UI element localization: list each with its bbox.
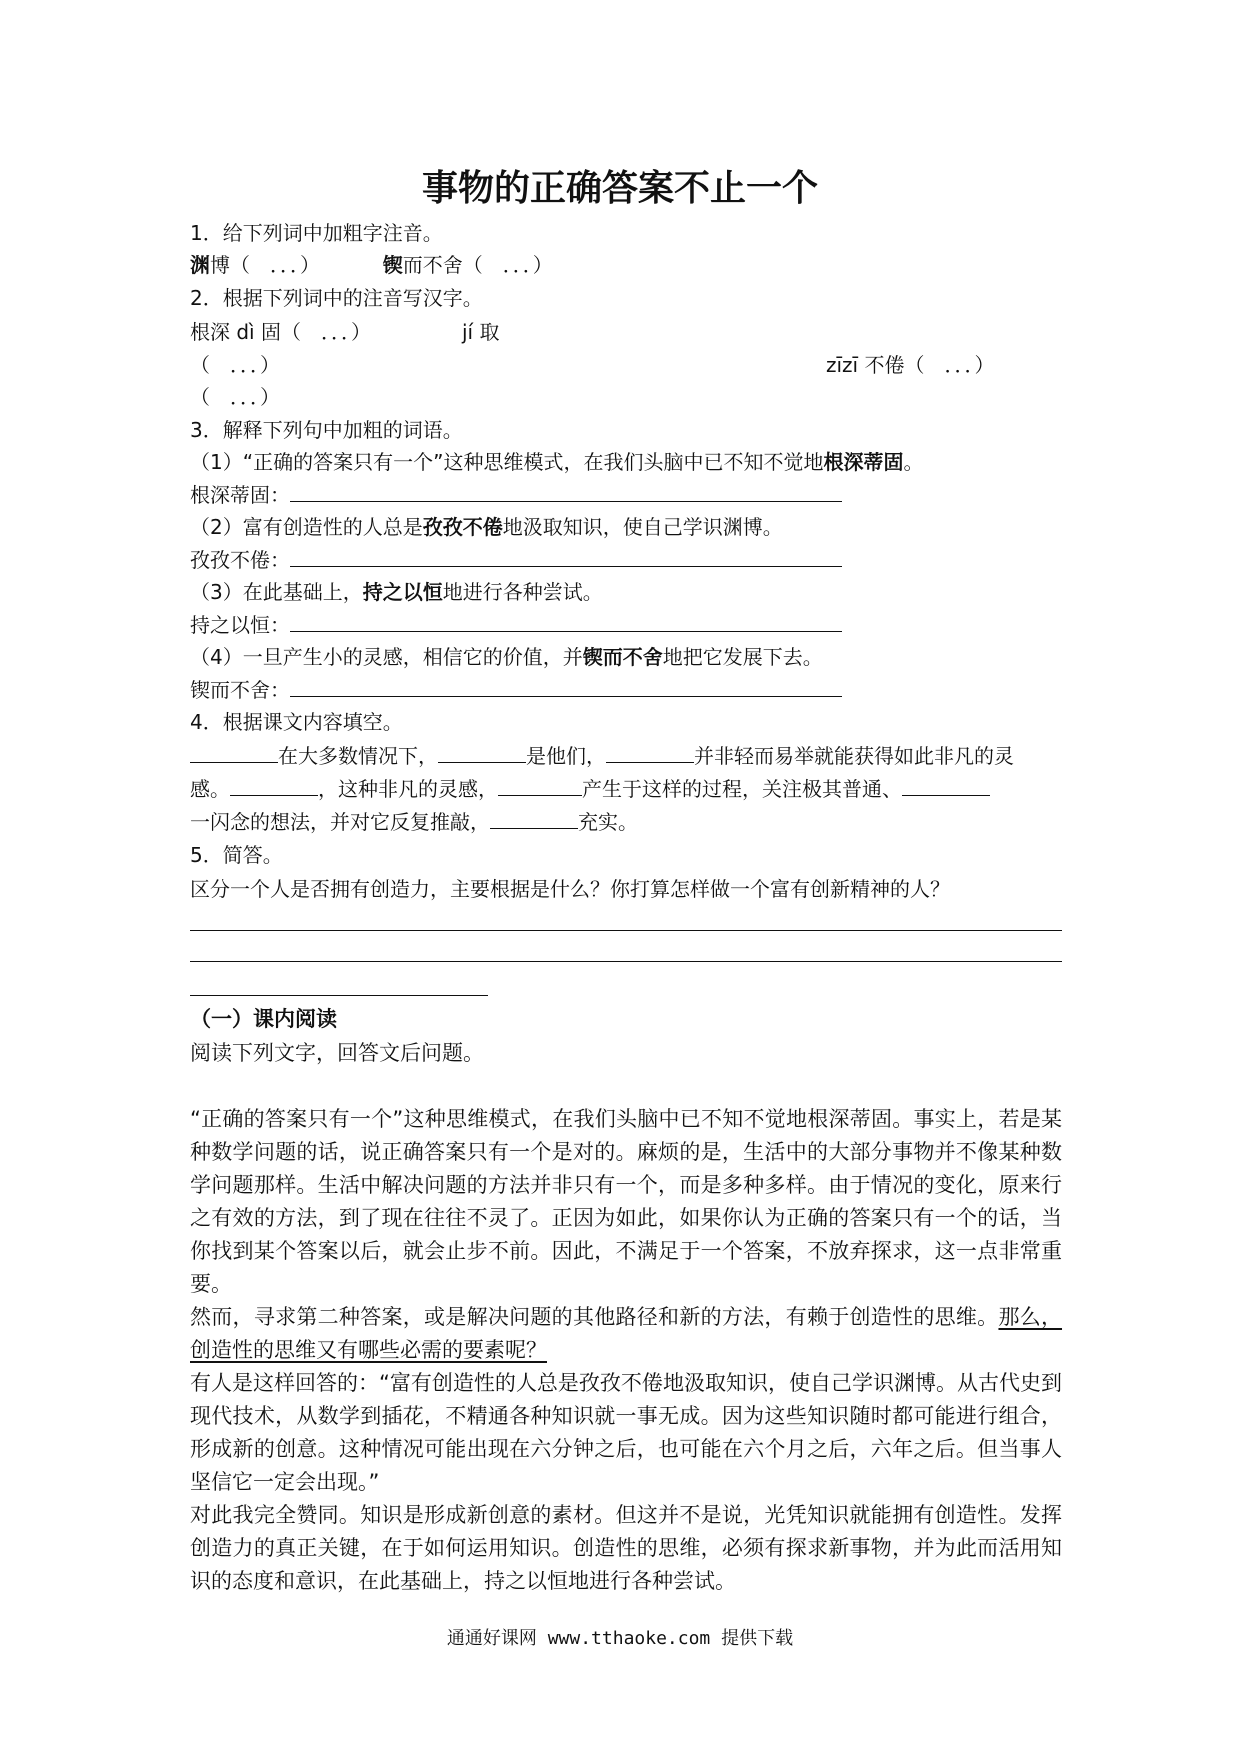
reading-paragraph-4: 对此我完全赞同。知识是形成新创意的素材。但这并不是说，光凭知识就能拥有创造性。发挥创造力的真正关键，在于如何运用知识。创造性的思维，必须有探求新事物，并为此而活用知识的态度和意识，在此基础上，持之以恒地进行各种尝试。 bbox=[190, 1503, 1062, 1593]
fill-blank[interactable] bbox=[498, 794, 582, 796]
q1-item1-rest: 博（ ．．．） bbox=[210, 253, 320, 277]
q1-items bbox=[190, 250, 553, 280]
fill-blank[interactable] bbox=[438, 761, 526, 763]
q3-s3-bold: 持之以恒 bbox=[362, 580, 443, 604]
q3-sentence-4 bbox=[190, 642, 823, 672]
q2-item2: jí 取 bbox=[462, 320, 500, 344]
q3-s4-pre: （4）一旦产生小的灵感，相信它的价值，并 bbox=[190, 645, 583, 669]
q2-item1: 根深 dì 固（ ．．．） bbox=[190, 320, 371, 344]
page-title: 事物的正确答案不止一个 bbox=[421, 168, 818, 209]
q3-a1-label: 根深蒂固： bbox=[190, 483, 290, 507]
section-heading: （一）课内阅读 bbox=[190, 1007, 337, 1031]
answer-line[interactable] bbox=[290, 695, 842, 697]
q4-l3-b: 充实。 bbox=[578, 810, 638, 834]
q3-s2-post: 地汲取知识，使自己学识渊博。 bbox=[502, 515, 783, 539]
reading-instruction: 阅读下列文字，回答文后问题。 bbox=[190, 1041, 484, 1065]
q3-sentence-3 bbox=[190, 577, 603, 607]
q4-l1-b: 是他们， bbox=[526, 744, 606, 768]
q1-heading: 1．给下列词中加粗字注音。 bbox=[190, 221, 443, 245]
q3-heading: 3．解释下列句中加粗的词语。 bbox=[190, 418, 463, 442]
q4-heading: 4．根据课文内容填空。 bbox=[190, 710, 403, 734]
fill-blank[interactable] bbox=[606, 761, 694, 763]
fill-blank[interactable] bbox=[230, 794, 318, 796]
q3-s1-bold: 根深蒂固 bbox=[823, 450, 904, 474]
q4-line-3 bbox=[190, 807, 638, 837]
q3-s3-post: 地进行各种尝试。 bbox=[442, 580, 603, 604]
p2-underlined-question: 那么，创造性的思维又有哪些必需的要素呢？ bbox=[190, 1305, 1063, 1362]
q3-s3-pre: （3）在此基础上， bbox=[190, 580, 363, 604]
q2-heading: 2．根据下列词中的注音写汉字。 bbox=[190, 286, 483, 310]
q2-item2-paren: （ ．．．） bbox=[190, 353, 280, 377]
q3-a2-label: 孜孜不倦： bbox=[190, 548, 290, 572]
reading-paragraph-3: 有人是这样回答的：“富有创造性的人总是孜孜不倦地汲取知识，使自己学识渊博。从古代史到现代技术，从数学到插花，不精通各种知识就一事无成。因为这些知识随时都可能进行组合，形成新的创意。这种情况可能出现在六分钟之后，也可能在六个月之后，六年之后。但当事人坚信它一定会出现。” bbox=[190, 1371, 1062, 1494]
q3-a4-label: 锲而不舍： bbox=[190, 678, 290, 702]
q4-l2-b: ，这种非凡的灵感， bbox=[318, 777, 498, 801]
q3-s2-pre: （2）富有创造性的人总是 bbox=[190, 515, 423, 539]
fill-blank[interactable] bbox=[902, 794, 990, 796]
q4-l3-a: 一闪念的想法，并对它反复推敲， bbox=[190, 810, 490, 834]
reading-paragraph-1: “正确的答案只有一个”这种思维模式，在我们头脑中已不知不觉地根深蒂固。事实上，若是某种数学问题的话，说正确答案只有一个是对的。麻烦的是，生活中的大部分事物并不像某种数学问题那样。生活中解决问题的方法并非只有一个，而是多种多样。由于情况的变化，原来行之有效的方法，到了现在往往不灵了。正因为如此，如果你认为正确的答案只有一个的话，当你找到某个答案以后，就会止步不前。因此，不满足于一个答案，不放弃探求，这一点非常重要。 bbox=[190, 1107, 1062, 1296]
q1-item2-bold: 锲 bbox=[382, 253, 403, 277]
q4-l1-c: 并非轻而易举就能获得如此非凡的灵 bbox=[694, 744, 1014, 768]
section-divider bbox=[190, 995, 488, 996]
q3-s1-post: 。 bbox=[903, 450, 924, 474]
q4-l2-c: 产生于这样的过程，关注极其普通、 bbox=[582, 777, 902, 801]
q4-l2-a: 感。 bbox=[190, 777, 230, 801]
q3-s4-post: 地把它发展下去。 bbox=[662, 645, 823, 669]
q2-item3: zīzī 不倦（ ．．．） bbox=[826, 353, 995, 377]
q3-answer-2 bbox=[190, 545, 842, 575]
q3-sentence-1 bbox=[190, 447, 923, 477]
q1-item2-rest: 而不舍（ ．．．） bbox=[402, 253, 553, 277]
q3-s1-pre: （1）“正确的答案只有一个”这种思维模式，在我们头脑中已不知不觉地 bbox=[190, 450, 824, 474]
fill-blank[interactable] bbox=[190, 761, 278, 763]
q5-question: 区分一个人是否拥有创造力，主要根据是什么？你打算怎样做一个富有创新精神的人？ bbox=[190, 877, 950, 901]
q3-sentence-2 bbox=[190, 512, 783, 542]
answer-line[interactable] bbox=[290, 565, 842, 567]
q4-l1-a: 在大多数情况下， bbox=[278, 744, 438, 768]
answer-line[interactable] bbox=[190, 961, 1062, 962]
q2-item3-paren: （ ．．．） bbox=[190, 385, 280, 409]
fill-blank[interactable] bbox=[490, 827, 578, 829]
q3-answer-4 bbox=[190, 675, 842, 705]
q3-s2-bold: 孜孜不倦 bbox=[422, 515, 503, 539]
answer-line[interactable] bbox=[290, 500, 842, 502]
q3-answer-1 bbox=[190, 480, 842, 510]
q3-a3-label: 持之以恒： bbox=[190, 613, 290, 637]
answer-line[interactable] bbox=[190, 930, 1062, 931]
reading-paragraph-2 bbox=[190, 1301, 1062, 1367]
page-footer: 通通好课网 www.tthaoke.com 提供下载 bbox=[446, 1628, 794, 1649]
q3-s4-bold: 锲而不舍 bbox=[582, 645, 663, 669]
p2-text: 然而，寻求第二种答案，或是解决问题的其他路径和新的方法，有赖于创造性的思维。 bbox=[190, 1305, 999, 1329]
q5-heading: 5．简答。 bbox=[190, 843, 283, 867]
q4-line-2 bbox=[190, 774, 990, 804]
answer-line[interactable] bbox=[290, 630, 842, 632]
q3-answer-3 bbox=[190, 610, 842, 640]
q4-line-1 bbox=[190, 741, 1014, 771]
q1-item1-bold: 渊 bbox=[190, 253, 210, 277]
